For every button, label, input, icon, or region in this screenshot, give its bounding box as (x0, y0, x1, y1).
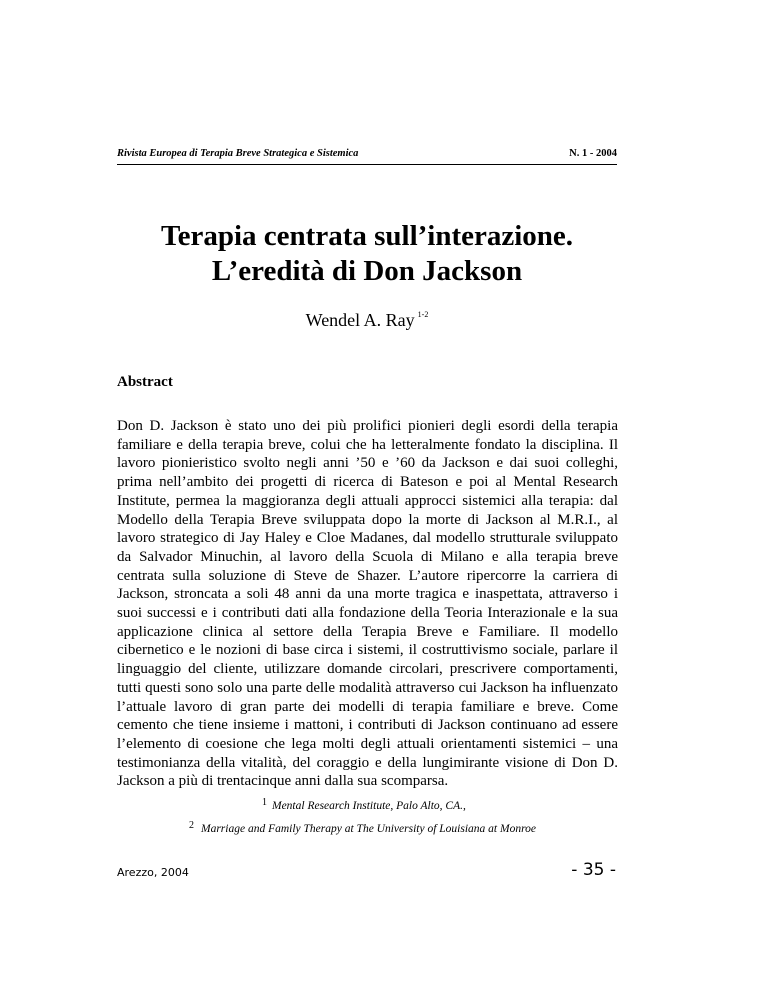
title-line-2: L’eredità di Don Jackson (211, 255, 523, 287)
author-line (117, 310, 617, 331)
footnote-1-text: Mental Research Institute, Palo Alto, CA., (272, 800, 466, 812)
author-name: Wendel A. Ray (305, 310, 415, 330)
issue-number: N. 1 - 2004 (569, 148, 617, 159)
footer-place-date: Arezzo, 2004 (117, 866, 189, 879)
footnote-1-number: 1 (262, 797, 267, 808)
footnote-1 (262, 797, 466, 812)
footnote-2-number: 2 (189, 820, 194, 831)
article-title (117, 219, 617, 289)
page-number: - 35 - (571, 860, 616, 880)
footnote-2-text: Marriage and Family Therapy at The University of Louisiana at Monroe (201, 823, 536, 835)
title-line-1: Terapia centrata sull’interazione. (160, 220, 574, 252)
journal-name: Rivista Europea di Terapia Breve Strategica e Sistemica (117, 148, 359, 159)
running-header (117, 146, 617, 165)
abstract-body: Don D. Jackson è stato uno dei più prolifici pionieri degli esordi della terapia familiare e della terapia breve, colui che ha letteralmente fondato la disciplina. Il lavoro pionieristico svolto negli anni ’50 e ’60 da Jackson e dai suoi colleghi, prima nell’ambito dei progetti di ricerca di Bateson e poi al Mental Research Institute, permea la maggioranza degli attuali approcci sistemici alla terapia: dal Modello della Terapia Breve sviluppata dopo la morte di Jackson al M.R.I., al lavoro strategico di Jay Haley e Cloe Madanes, dal modello strutturale sviluppato da Salvador Minuchin, al lavoro della Scuola di Milano e alla terapia breve centrata sulla soluzione di Steve de Shazer. L’autore ripercorre la carriera di Jackson, stroncata a soli 48 anni da una morte tragica e inaspettata, attraverso i suoi successi e i contributi dati alla fondazione della Teoria Interazionale e la sua applicazione clinica al settore della Terapia Breve e Familiare. Il modello cibernetico e le nozioni di base circa i sistemi, il costruttivismo sociale, parlare il linguaggio del cliente, utilizzare domande circolari, prescrivere comportamenti, tutti questi sono solo una parte delle modalità attraverso cui Jackson ha influenzato l’attuale lavoro di gran parte dei modelli di terapia familiare e breve. Come cemento che tiene insieme i mattoni, i contributi di Jackson continuano ad essere l’elemento di coesione che lega molti degli attuali orientamenti sistemici – una testimonianza della vitalità, del coraggio e della lungimirante visione di Don D. Jackson a più di trentacinque anni dalla sua scomparsa. (117, 418, 618, 790)
author-affiliation-marks: 1-2 (417, 310, 429, 319)
abstract-heading: Abstract (117, 374, 173, 390)
footnote-2 (189, 820, 536, 835)
